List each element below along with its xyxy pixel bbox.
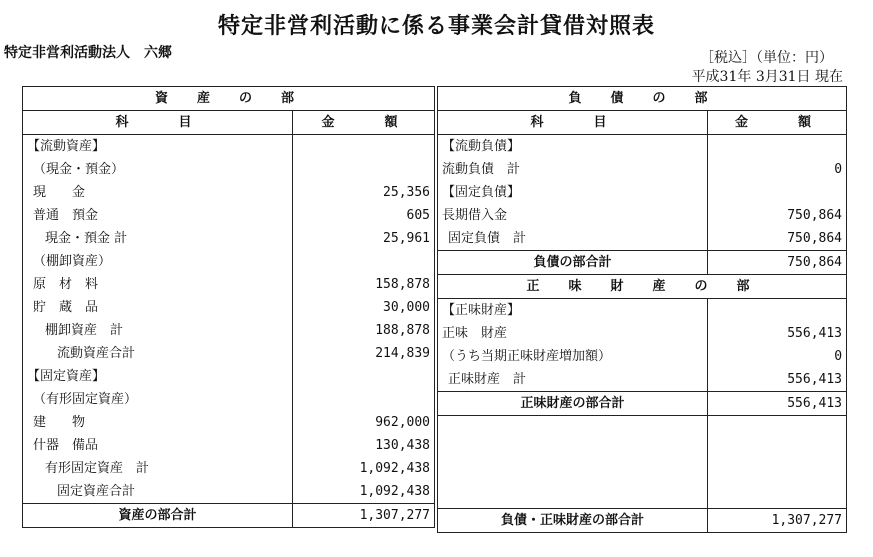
- assets-table: [22, 86, 435, 528]
- column-header-amount: 金 額: [293, 111, 435, 135]
- row-amount: 158,878: [293, 273, 435, 296]
- equity-total-amount: 556,413: [708, 392, 847, 416]
- row-amount: 556,413: [708, 368, 847, 392]
- table-row: [438, 345, 847, 368]
- row-label: 普通 預金: [23, 204, 293, 227]
- table-row: [438, 227, 847, 251]
- table-row: [438, 299, 847, 323]
- row-amount: [293, 250, 435, 273]
- table-row: [438, 275, 847, 299]
- column-header-amount: 金 額: [708, 111, 847, 135]
- assets-section-header: 資 産 の 部: [23, 87, 435, 111]
- grand-total-label: 負債・正味財産の部合計: [438, 509, 708, 533]
- liabilities-section-header: 負 債 の 部: [438, 87, 847, 111]
- table-row: [23, 250, 435, 273]
- row-label: 【正味財産】: [438, 299, 708, 323]
- table-row: [23, 181, 435, 204]
- as-of-date: 平成31年 3月31日 現在: [691, 69, 843, 85]
- row-label: （有形固定資産）: [23, 388, 293, 411]
- row-amount: 214,839: [293, 342, 435, 365]
- table-row: [438, 439, 847, 462]
- table-row: [23, 87, 435, 111]
- row-amount: 1,092,438: [293, 480, 435, 504]
- empty-cell: [438, 485, 708, 509]
- table-row: [23, 135, 435, 159]
- balance-sheet: [22, 86, 846, 530]
- row-amount: [708, 135, 847, 159]
- row-amount: [293, 158, 435, 181]
- row-label: 有形固定資産 計: [23, 457, 293, 480]
- empty-cell: [438, 462, 708, 485]
- tax-unit-note: ［税込］（単位：円）: [700, 50, 833, 66]
- row-amount: [708, 181, 847, 204]
- table-row: [438, 251, 847, 275]
- table-row: [23, 480, 435, 504]
- row-label: 流動負債 計: [438, 158, 708, 181]
- table-row: [438, 204, 847, 227]
- table-row: [23, 111, 435, 135]
- row-amount: 962,000: [293, 411, 435, 434]
- row-label: 什器 備品: [23, 434, 293, 457]
- equity-section-header: 正 味 財 産 の 部: [438, 275, 847, 299]
- row-label: （うち当期正味財産増加額）: [438, 345, 708, 368]
- empty-cell: [438, 439, 708, 462]
- row-label: 正味財産 計: [438, 368, 708, 392]
- row-label: 固定資産合計: [23, 480, 293, 504]
- empty-cell: [438, 416, 708, 440]
- table-row: [438, 322, 847, 345]
- table-row: [23, 158, 435, 181]
- row-amount: 750,864: [708, 204, 847, 227]
- table-row: [438, 87, 847, 111]
- table-row: [438, 392, 847, 416]
- table-row: [438, 111, 847, 135]
- row-label: 【流動資産】: [23, 135, 293, 159]
- table-row: [23, 342, 435, 365]
- row-amount: 30,000: [293, 296, 435, 319]
- row-amount: [708, 299, 847, 323]
- liabilities-equity-table: [437, 86, 847, 533]
- empty-cell: [708, 462, 847, 485]
- table-row: [438, 485, 847, 509]
- row-label: 原 材 料: [23, 273, 293, 296]
- row-amount: 0: [708, 158, 847, 181]
- equity-total-label: 正味財産の部合計: [438, 392, 708, 416]
- table-row: [23, 457, 435, 480]
- assets-total-label: 資産の部合計: [23, 504, 293, 528]
- row-amount: 605: [293, 204, 435, 227]
- row-label: 棚卸資産 計: [23, 319, 293, 342]
- liabilities-total-amount: 750,864: [708, 251, 847, 275]
- table-row: [23, 504, 435, 528]
- document-title: 特定非営利活動に係る事業会計貸借対照表: [217, 14, 655, 39]
- row-amount: 0: [708, 345, 847, 368]
- empty-cell: [708, 485, 847, 509]
- row-label: 【流動負債】: [438, 135, 708, 159]
- table-row: [438, 181, 847, 204]
- row-label: 貯 蔵 品: [23, 296, 293, 319]
- row-amount: 25,356: [293, 181, 435, 204]
- assets-total-amount: 1,307,277: [293, 504, 435, 528]
- row-label: 長期借入金: [438, 204, 708, 227]
- organization-name: 特定非営利活動法人 六郷: [4, 45, 172, 61]
- row-amount: 750,864: [708, 227, 847, 251]
- table-row: [23, 273, 435, 296]
- row-label: 【固定負債】: [438, 181, 708, 204]
- row-amount: [293, 135, 435, 159]
- table-row: [23, 296, 435, 319]
- table-row: [438, 462, 847, 485]
- row-amount: 25,961: [293, 227, 435, 250]
- row-label: （棚卸資産）: [23, 250, 293, 273]
- row-label: 流動資産合計: [23, 342, 293, 365]
- table-row: [438, 509, 847, 533]
- table-row: [23, 388, 435, 411]
- row-label: （現金・預金）: [23, 158, 293, 181]
- row-amount: [293, 388, 435, 411]
- table-row: [438, 135, 847, 159]
- row-amount: 1,092,438: [293, 457, 435, 480]
- row-amount: 130,438: [293, 434, 435, 457]
- table-row: [23, 204, 435, 227]
- row-label: 【固定資産】: [23, 365, 293, 388]
- table-row: [23, 365, 435, 388]
- table-row: [438, 368, 847, 392]
- table-row: [23, 227, 435, 250]
- liabilities-total-label: 負債の部合計: [438, 251, 708, 275]
- table-row: [23, 411, 435, 434]
- table-row: [438, 158, 847, 181]
- row-amount: 188,878: [293, 319, 435, 342]
- table-row: [23, 434, 435, 457]
- table-row: [438, 416, 847, 440]
- table-row: [23, 319, 435, 342]
- column-header-item: 科 目: [23, 111, 293, 135]
- row-label: 正味 財産: [438, 322, 708, 345]
- row-label: 固定負債 計: [438, 227, 708, 251]
- row-label: 現金・預金 計: [23, 227, 293, 250]
- column-header-item: 科 目: [438, 111, 708, 135]
- grand-total-amount: 1,307,277: [708, 509, 847, 533]
- row-label: 現 金: [23, 181, 293, 204]
- empty-cell: [708, 416, 847, 440]
- row-label: 建 物: [23, 411, 293, 434]
- empty-cell: [708, 439, 847, 462]
- row-amount: 556,413: [708, 322, 847, 345]
- row-amount: [293, 365, 435, 388]
